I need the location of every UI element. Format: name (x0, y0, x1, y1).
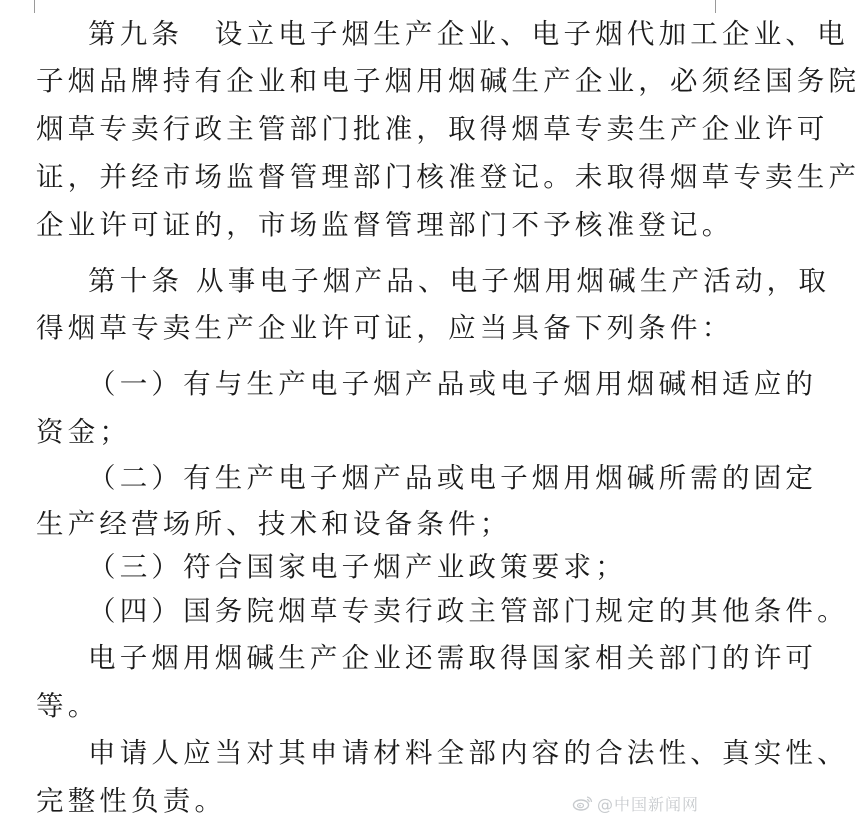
text-line: 等。 (36, 690, 100, 722)
text-line: 得烟草专卖生产企业许可证，应当具备下列条件： (36, 312, 734, 344)
text-line: （二）有生产电子烟产品或电子烟用烟碱所需的固定 (88, 462, 818, 494)
text-line: 企业许可证的，市场监督管理部门不予核准登记。 (36, 209, 734, 241)
text-line: 完整性负责。 (36, 785, 227, 817)
text-line: （四）国务院烟草专卖行政主管部门规定的其他条件。 (88, 595, 849, 627)
text-line: （三）符合国家电子烟产业政策要求； (88, 551, 627, 583)
watermark-text: @中国新闻网 (597, 794, 700, 814)
page-corner-mark-left (20, 0, 35, 13)
text-line: 证，并经市场监督管理部门核准登记。未取得烟草专卖生产 (36, 161, 860, 193)
text-line: 生产经营场所、技术和设备条件； (36, 508, 512, 540)
text-line: 第九条 设立电子烟生产企业、电子烟代加工企业、电 (88, 18, 849, 50)
text-line: 申请人应当对其申请材料全部内容的合法性、真实性、 (88, 737, 849, 769)
page-corner-mark-right (715, 0, 730, 13)
weibo-logo-icon (573, 795, 593, 811)
text-line: （一）有与生产电子烟产品或电子烟用烟碱相适应的 (88, 368, 818, 400)
watermark (573, 790, 699, 816)
text-line: 第十条 从事电子烟产品、电子烟用烟碱生产活动，取 (88, 265, 831, 297)
text-line: 资金； (36, 416, 132, 448)
text-line: 子烟品牌持有企业和电子烟用烟碱生产企业，必须经国务院 (36, 65, 860, 97)
text-line: 电子烟用烟碱生产企业还需取得国家相关部门的许可 (88, 642, 818, 674)
text-line: 烟草专卖行政主管部门批准，取得烟草专卖生产企业许可 (36, 113, 829, 145)
